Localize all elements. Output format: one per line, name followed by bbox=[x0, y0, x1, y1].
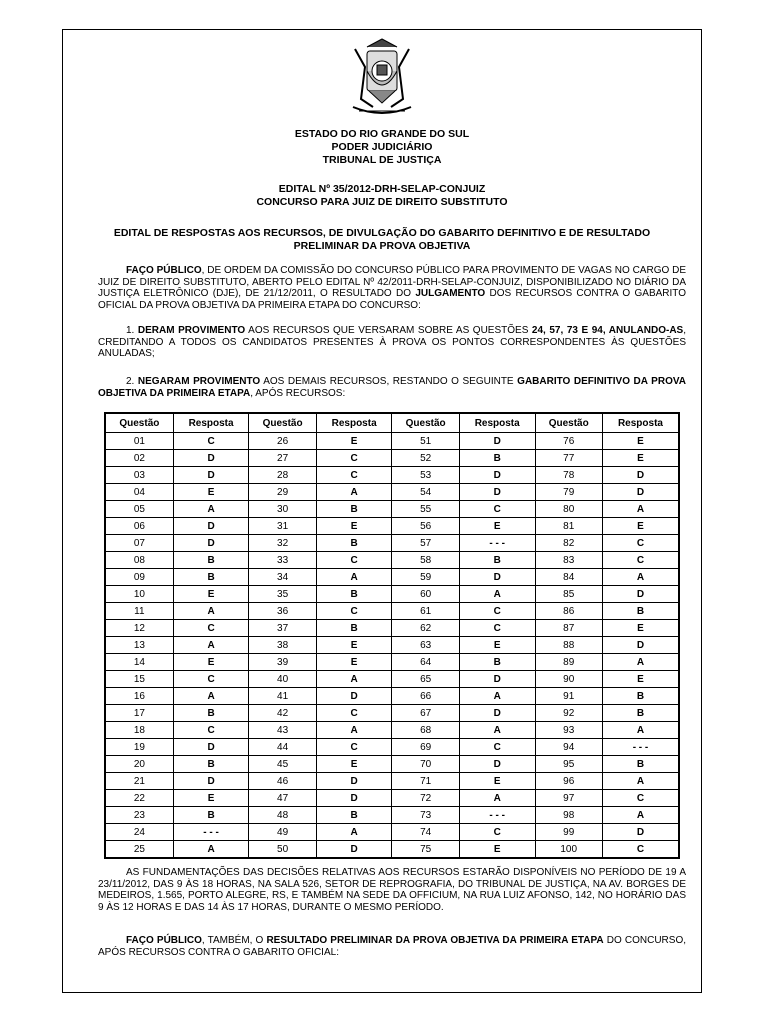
answer-cell: B bbox=[173, 569, 249, 586]
answer-cell: E bbox=[602, 620, 679, 637]
question-number-cell: 17 bbox=[105, 705, 173, 722]
question-number-cell: 79 bbox=[535, 484, 602, 501]
question-number-cell: 55 bbox=[392, 501, 459, 518]
question-number-cell: 84 bbox=[535, 569, 602, 586]
question-number-cell: 44 bbox=[249, 739, 316, 756]
table-row bbox=[105, 433, 679, 450]
column-header: Questão bbox=[535, 413, 602, 433]
question-number-cell: 78 bbox=[535, 467, 602, 484]
question-number-cell: 07 bbox=[105, 535, 173, 552]
question-number-cell: 75 bbox=[392, 841, 459, 859]
question-number-cell: 23 bbox=[105, 807, 173, 824]
table-row bbox=[105, 756, 679, 773]
question-number-cell: 71 bbox=[392, 773, 459, 790]
answer-cell: C bbox=[316, 552, 392, 569]
concurso-title: CONCURSO PARA JUIZ DE DIREITO SUBSTITUTO bbox=[256, 196, 508, 208]
question-number-cell: 18 bbox=[105, 722, 173, 739]
question-number-cell: 53 bbox=[392, 467, 459, 484]
answer-cell: D bbox=[173, 739, 249, 756]
answer-cell: B bbox=[459, 450, 535, 467]
state-name: ESTADO DO RIO GRANDE DO SUL bbox=[294, 128, 470, 140]
question-number-cell: 28 bbox=[249, 467, 316, 484]
question-number-cell: 95 bbox=[535, 756, 602, 773]
column-header: Questão bbox=[392, 413, 459, 433]
answer-cell: A bbox=[602, 773, 679, 790]
question-number-cell: 46 bbox=[249, 773, 316, 790]
paragraph-text: AS FUNDAMENTAÇÕES DAS DECISÕES RELATIVAS AOS RECURSOS ESTARÃO DISPONÍVEIS NO PERÍODO DE 19 A 23/11/2012, DAS 9 ÀS 18 HORAS, NA SALA 526, SETOR DE REPROGRAFIA, DO TRIBUNAL DE JUSTIÇA, NA AV. BORGES DE MEDEIROS, 1.565, PORTO ALEGRE, RS, E TAMBÉM NA SEDE DA OFFICIUM, NA RUA LUIZ AFONSO, 142, NO HORÁRIO DAS 9 ÀS 12 HORAS E DAS 14 ÀS 17 HORAS, DURANTE O MESMO PERÍODO. bbox=[98, 867, 686, 913]
answer-cell: A bbox=[173, 603, 249, 620]
institution-header bbox=[62, 128, 702, 167]
answer-cell: E bbox=[602, 671, 679, 688]
question-number-cell: 66 bbox=[392, 688, 459, 705]
table-row bbox=[105, 654, 679, 671]
answer-cell: A bbox=[316, 722, 392, 739]
answer-cell: C bbox=[316, 739, 392, 756]
answer-cell: B bbox=[602, 756, 679, 773]
answer-cell: A bbox=[602, 654, 679, 671]
answer-cell: A bbox=[459, 688, 535, 705]
question-number-cell: 50 bbox=[249, 841, 316, 859]
answer-cell: C bbox=[459, 824, 535, 841]
answer-cell: D bbox=[173, 467, 249, 484]
answer-cell: C bbox=[602, 535, 679, 552]
question-number-cell: 15 bbox=[105, 671, 173, 688]
answer-cell: A bbox=[459, 722, 535, 739]
paragraph-text: , APÓS RECURSOS: bbox=[250, 387, 346, 399]
question-number-cell: 01 bbox=[105, 433, 173, 450]
question-number-cell: 48 bbox=[249, 807, 316, 824]
answer-cell: C bbox=[173, 620, 249, 637]
answer-cell: A bbox=[459, 586, 535, 603]
answer-cell: C bbox=[173, 671, 249, 688]
paragraph-text: , DE ORDEM DA COMISSÃO DO CONCURSO PÚBLICO PARA PROVIMENTO DE VAGAS NO CARGO DE JUIZ DE DIREITO SUBSTITUTO, ABERTO PELO EDITAL Nº 42/2011-DRH-SELAP-CONJUIZ, DISPONIBILIZADO NO DIÁRIO DA JUSTIÇA ELETRÔNICO (DJE), DE 21/12/2011, O RESULTADO DO bbox=[98, 265, 686, 300]
paragraph-text: DO CONCURSO, APÓS RECURSOS CONTRA O GABARITO OFICIAL: bbox=[98, 935, 687, 958]
answer-cell: D bbox=[173, 535, 249, 552]
question-number-cell: 100 bbox=[535, 841, 602, 859]
question-number-cell: 21 bbox=[105, 773, 173, 790]
answer-cell: D bbox=[173, 518, 249, 535]
answer-cell: E bbox=[459, 518, 535, 535]
answer-cell: C bbox=[459, 739, 535, 756]
question-number-cell: 85 bbox=[535, 586, 602, 603]
subject-line-1: EDITAL DE RESPOSTAS AOS RECURSOS, DE DIVULGAÇÃO DO GABARITO DEFINITIVO E DE RESULTADO bbox=[113, 227, 651, 239]
question-number-cell: 20 bbox=[105, 756, 173, 773]
column-header: Resposta bbox=[173, 413, 249, 433]
question-number-cell: 93 bbox=[535, 722, 602, 739]
table-row bbox=[105, 535, 679, 552]
question-number-cell: 54 bbox=[392, 484, 459, 501]
question-number-cell: 92 bbox=[535, 705, 602, 722]
question-number-cell: 68 bbox=[392, 722, 459, 739]
answer-cell: A bbox=[602, 722, 679, 739]
table-row bbox=[105, 807, 679, 824]
question-number-cell: 08 bbox=[105, 552, 173, 569]
answer-cell: B bbox=[173, 552, 249, 569]
question-number-cell: 32 bbox=[249, 535, 316, 552]
answer-cell: B bbox=[316, 620, 392, 637]
question-number-cell: 86 bbox=[535, 603, 602, 620]
question-number-cell: 39 bbox=[249, 654, 316, 671]
question-number-cell: 16 bbox=[105, 688, 173, 705]
answer-cell: D bbox=[459, 484, 535, 501]
answer-cell: A bbox=[602, 501, 679, 518]
answer-cell: C bbox=[316, 467, 392, 484]
question-number-cell: 31 bbox=[249, 518, 316, 535]
answer-cell: C bbox=[602, 841, 679, 859]
answer-cell: D bbox=[602, 824, 679, 841]
answer-cell: A bbox=[173, 637, 249, 654]
table-row bbox=[105, 705, 679, 722]
table-row bbox=[105, 450, 679, 467]
answer-cell: C bbox=[316, 705, 392, 722]
answer-cell: C bbox=[459, 620, 535, 637]
answer-cell: B bbox=[173, 807, 249, 824]
answer-cell: D bbox=[316, 688, 392, 705]
column-header: Resposta bbox=[602, 413, 679, 433]
paragraph-text: , TAMBÉM, O bbox=[201, 935, 267, 946]
question-number-cell: 87 bbox=[535, 620, 602, 637]
answer-cell: D bbox=[316, 841, 392, 859]
bold-text: RESULTADO PRELIMINAR DA PROVA OBJETIVA DA PRIMEIRA ETAPA bbox=[266, 935, 604, 946]
question-number-cell: 38 bbox=[249, 637, 316, 654]
question-number-cell: 47 bbox=[249, 790, 316, 807]
answer-cell: B bbox=[602, 603, 679, 620]
table-row bbox=[105, 722, 679, 739]
answer-cell: B bbox=[602, 688, 679, 705]
table-row bbox=[105, 688, 679, 705]
question-number-cell: 13 bbox=[105, 637, 173, 654]
answer-cell: A bbox=[316, 569, 392, 586]
question-number-cell: 56 bbox=[392, 518, 459, 535]
question-number-cell: 62 bbox=[392, 620, 459, 637]
table-row bbox=[105, 603, 679, 620]
paragraph-text: AOS RECURSOS QUE VERSARAM SOBRE AS QUESTÕES bbox=[245, 325, 532, 336]
question-number-cell: 35 bbox=[249, 586, 316, 603]
answer-cell: E bbox=[316, 637, 392, 654]
answer-cell: E bbox=[459, 637, 535, 654]
answer-cell: E bbox=[459, 841, 535, 859]
question-number-cell: 40 bbox=[249, 671, 316, 688]
question-number-cell: 90 bbox=[535, 671, 602, 688]
answer-cell: E bbox=[316, 433, 392, 450]
table-row bbox=[105, 671, 679, 688]
edital-header bbox=[62, 183, 702, 209]
table-row bbox=[105, 824, 679, 841]
question-number-cell: 45 bbox=[249, 756, 316, 773]
table-body bbox=[105, 433, 679, 859]
question-number-cell: 94 bbox=[535, 739, 602, 756]
answer-cell: A bbox=[173, 688, 249, 705]
answer-cell: E bbox=[173, 654, 249, 671]
answer-cell: B bbox=[316, 586, 392, 603]
answer-cell: C bbox=[173, 722, 249, 739]
answer-cell: - - - bbox=[173, 824, 249, 841]
answer-cell: D bbox=[459, 756, 535, 773]
answer-cell: B bbox=[459, 654, 535, 671]
answer-cell: C bbox=[602, 552, 679, 569]
answer-cell: - - - bbox=[459, 535, 535, 552]
paragraph-item-1 bbox=[98, 325, 686, 360]
answer-cell: A bbox=[316, 484, 392, 501]
answer-cell: A bbox=[602, 569, 679, 586]
question-number-cell: 77 bbox=[535, 450, 602, 467]
answer-cell: D bbox=[459, 569, 535, 586]
question-number-cell: 11 bbox=[105, 603, 173, 620]
table-row bbox=[105, 637, 679, 654]
answer-cell: - - - bbox=[602, 739, 679, 756]
question-number-cell: 61 bbox=[392, 603, 459, 620]
court-name: TRIBUNAL DE JUSTIÇA bbox=[322, 154, 442, 166]
answer-cell: D bbox=[602, 484, 679, 501]
question-number-cell: 83 bbox=[535, 552, 602, 569]
question-number-cell: 80 bbox=[535, 501, 602, 518]
paragraph-fundamentacoes bbox=[98, 867, 686, 913]
question-number-cell: 82 bbox=[535, 535, 602, 552]
answer-cell: E bbox=[173, 586, 249, 603]
question-number-cell: 59 bbox=[392, 569, 459, 586]
answer-cell: A bbox=[602, 807, 679, 824]
coat-of-arms-emblem bbox=[347, 37, 417, 121]
question-number-cell: 06 bbox=[105, 518, 173, 535]
table-row bbox=[105, 620, 679, 637]
question-number-cell: 30 bbox=[249, 501, 316, 518]
answer-cell: B bbox=[316, 807, 392, 824]
subject-line-2: PRELIMINAR DA PROVA OBJETIVA bbox=[293, 240, 471, 252]
answer-key-table bbox=[104, 412, 680, 859]
answer-cell: E bbox=[316, 654, 392, 671]
table-header-row bbox=[105, 413, 679, 433]
answer-cell: D bbox=[459, 671, 535, 688]
bold-text: 24, 57, 73 E 94, ANULANDO-AS bbox=[531, 325, 684, 336]
answer-cell: C bbox=[602, 790, 679, 807]
question-number-cell: 64 bbox=[392, 654, 459, 671]
question-number-cell: 60 bbox=[392, 586, 459, 603]
answer-cell: B bbox=[459, 552, 535, 569]
question-number-cell: 81 bbox=[535, 518, 602, 535]
bold-text: NEGARAM PROVIMENTO bbox=[137, 376, 261, 387]
question-number-cell: 04 bbox=[105, 484, 173, 501]
answer-cell: D bbox=[173, 773, 249, 790]
question-number-cell: 89 bbox=[535, 654, 602, 671]
bold-text: JULGAMENTO bbox=[415, 288, 486, 300]
table-row bbox=[105, 790, 679, 807]
answer-cell: B bbox=[316, 535, 392, 552]
question-number-cell: 05 bbox=[105, 501, 173, 518]
answer-cell: D bbox=[602, 637, 679, 654]
table-row bbox=[105, 586, 679, 603]
answer-cell: D bbox=[602, 467, 679, 484]
paragraph-text: DOS RECURSOS CONTRA O GABARITO OFICIAL DA PROVA OBJETIVA DA PRIMEIRA ETAPA DO CONCURSO: bbox=[98, 288, 686, 311]
question-number-cell: 22 bbox=[105, 790, 173, 807]
item-number: 1. bbox=[126, 325, 138, 336]
column-header: Questão bbox=[249, 413, 316, 433]
question-number-cell: 70 bbox=[392, 756, 459, 773]
answer-cell: B bbox=[173, 756, 249, 773]
bold-text: GABARITO DEFINITIVO DA PROVA OBJETIVA DA PRIMEIRA ETAPA bbox=[98, 376, 686, 399]
answer-cell: A bbox=[316, 671, 392, 688]
answer-cell: E bbox=[173, 790, 249, 807]
answer-cell: C bbox=[459, 603, 535, 620]
answer-cell: E bbox=[173, 484, 249, 501]
question-number-cell: 10 bbox=[105, 586, 173, 603]
question-number-cell: 37 bbox=[249, 620, 316, 637]
edital-subject bbox=[62, 227, 702, 253]
paragraph-item-2 bbox=[98, 376, 686, 399]
question-number-cell: 51 bbox=[392, 433, 459, 450]
answer-cell: E bbox=[602, 450, 679, 467]
bold-text: FAÇO PÚBLICO bbox=[126, 935, 202, 946]
column-header: Questão bbox=[105, 413, 173, 433]
answer-cell: D bbox=[602, 586, 679, 603]
question-number-cell: 27 bbox=[249, 450, 316, 467]
question-number-cell: 03 bbox=[105, 467, 173, 484]
answer-cell: A bbox=[173, 501, 249, 518]
table-row bbox=[105, 501, 679, 518]
question-number-cell: 98 bbox=[535, 807, 602, 824]
question-number-cell: 65 bbox=[392, 671, 459, 688]
branch-name: PODER JUDICIÁRIO bbox=[331, 141, 433, 153]
question-number-cell: 14 bbox=[105, 654, 173, 671]
table-row bbox=[105, 518, 679, 535]
answer-cell: B bbox=[602, 705, 679, 722]
question-number-cell: 41 bbox=[249, 688, 316, 705]
question-number-cell: 57 bbox=[392, 535, 459, 552]
answer-cell: A bbox=[173, 841, 249, 859]
answer-cell: E bbox=[459, 773, 535, 790]
question-number-cell: 74 bbox=[392, 824, 459, 841]
paragraph-text: , CREDITANDO A TODOS OS CANDIDATOS PRESENTES À PROVA OS PONTOS CORRESPONDENTES ÀS QUESTÕES ANULADAS; bbox=[98, 325, 686, 360]
table-row bbox=[105, 484, 679, 501]
question-number-cell: 49 bbox=[249, 824, 316, 841]
question-number-cell: 96 bbox=[535, 773, 602, 790]
answer-cell: C bbox=[459, 501, 535, 518]
answer-cell: D bbox=[459, 467, 535, 484]
answer-cell: B bbox=[316, 501, 392, 518]
item-number: 2. bbox=[126, 376, 138, 387]
paragraph-resultado-preliminar bbox=[98, 935, 686, 958]
answer-cell: - - - bbox=[459, 807, 535, 824]
question-number-cell: 09 bbox=[105, 569, 173, 586]
table-row bbox=[105, 552, 679, 569]
question-number-cell: 69 bbox=[392, 739, 459, 756]
question-number-cell: 67 bbox=[392, 705, 459, 722]
question-number-cell: 36 bbox=[249, 603, 316, 620]
table-row bbox=[105, 467, 679, 484]
answer-cell: E bbox=[316, 518, 392, 535]
answer-cell: E bbox=[602, 518, 679, 535]
table-row bbox=[105, 569, 679, 586]
table-row bbox=[105, 739, 679, 756]
edital-number: EDITAL Nº 35/2012-DRH-SELAP-CONJUIZ bbox=[278, 183, 486, 195]
question-number-cell: 02 bbox=[105, 450, 173, 467]
answer-cell: D bbox=[316, 773, 392, 790]
question-number-cell: 99 bbox=[535, 824, 602, 841]
question-number-cell: 34 bbox=[249, 569, 316, 586]
bold-text: DERAM PROVIMENTO bbox=[137, 325, 246, 336]
question-number-cell: 63 bbox=[392, 637, 459, 654]
question-number-cell: 91 bbox=[535, 688, 602, 705]
table-row bbox=[105, 773, 679, 790]
answer-cell: C bbox=[316, 450, 392, 467]
paragraph-text: AOS DEMAIS RECURSOS, RESTANDO O SEGUINTE bbox=[260, 376, 518, 387]
question-number-cell: 58 bbox=[392, 552, 459, 569]
question-number-cell: 73 bbox=[392, 807, 459, 824]
paragraph-announcement bbox=[98, 265, 686, 311]
answer-cell: C bbox=[173, 433, 249, 450]
bold-text: FAÇO PÚBLICO bbox=[126, 265, 202, 276]
question-number-cell: 29 bbox=[249, 484, 316, 501]
question-number-cell: 72 bbox=[392, 790, 459, 807]
question-number-cell: 24 bbox=[105, 824, 173, 841]
question-number-cell: 76 bbox=[535, 433, 602, 450]
answer-cell: A bbox=[316, 824, 392, 841]
answer-cell: D bbox=[459, 433, 535, 450]
answer-cell: C bbox=[316, 603, 392, 620]
answer-cell: A bbox=[459, 790, 535, 807]
answer-cell: D bbox=[173, 450, 249, 467]
question-number-cell: 25 bbox=[105, 841, 173, 859]
answer-cell: D bbox=[316, 790, 392, 807]
answer-cell: E bbox=[316, 756, 392, 773]
question-number-cell: 43 bbox=[249, 722, 316, 739]
column-header: Resposta bbox=[316, 413, 392, 433]
answer-cell: E bbox=[602, 433, 679, 450]
question-number-cell: 88 bbox=[535, 637, 602, 654]
question-number-cell: 19 bbox=[105, 739, 173, 756]
question-number-cell: 52 bbox=[392, 450, 459, 467]
question-number-cell: 26 bbox=[249, 433, 316, 450]
question-number-cell: 12 bbox=[105, 620, 173, 637]
column-header: Resposta bbox=[459, 413, 535, 433]
question-number-cell: 42 bbox=[249, 705, 316, 722]
question-number-cell: 97 bbox=[535, 790, 602, 807]
answer-cell: B bbox=[173, 705, 249, 722]
answer-cell: D bbox=[459, 705, 535, 722]
question-number-cell: 33 bbox=[249, 552, 316, 569]
table-row bbox=[105, 841, 679, 859]
